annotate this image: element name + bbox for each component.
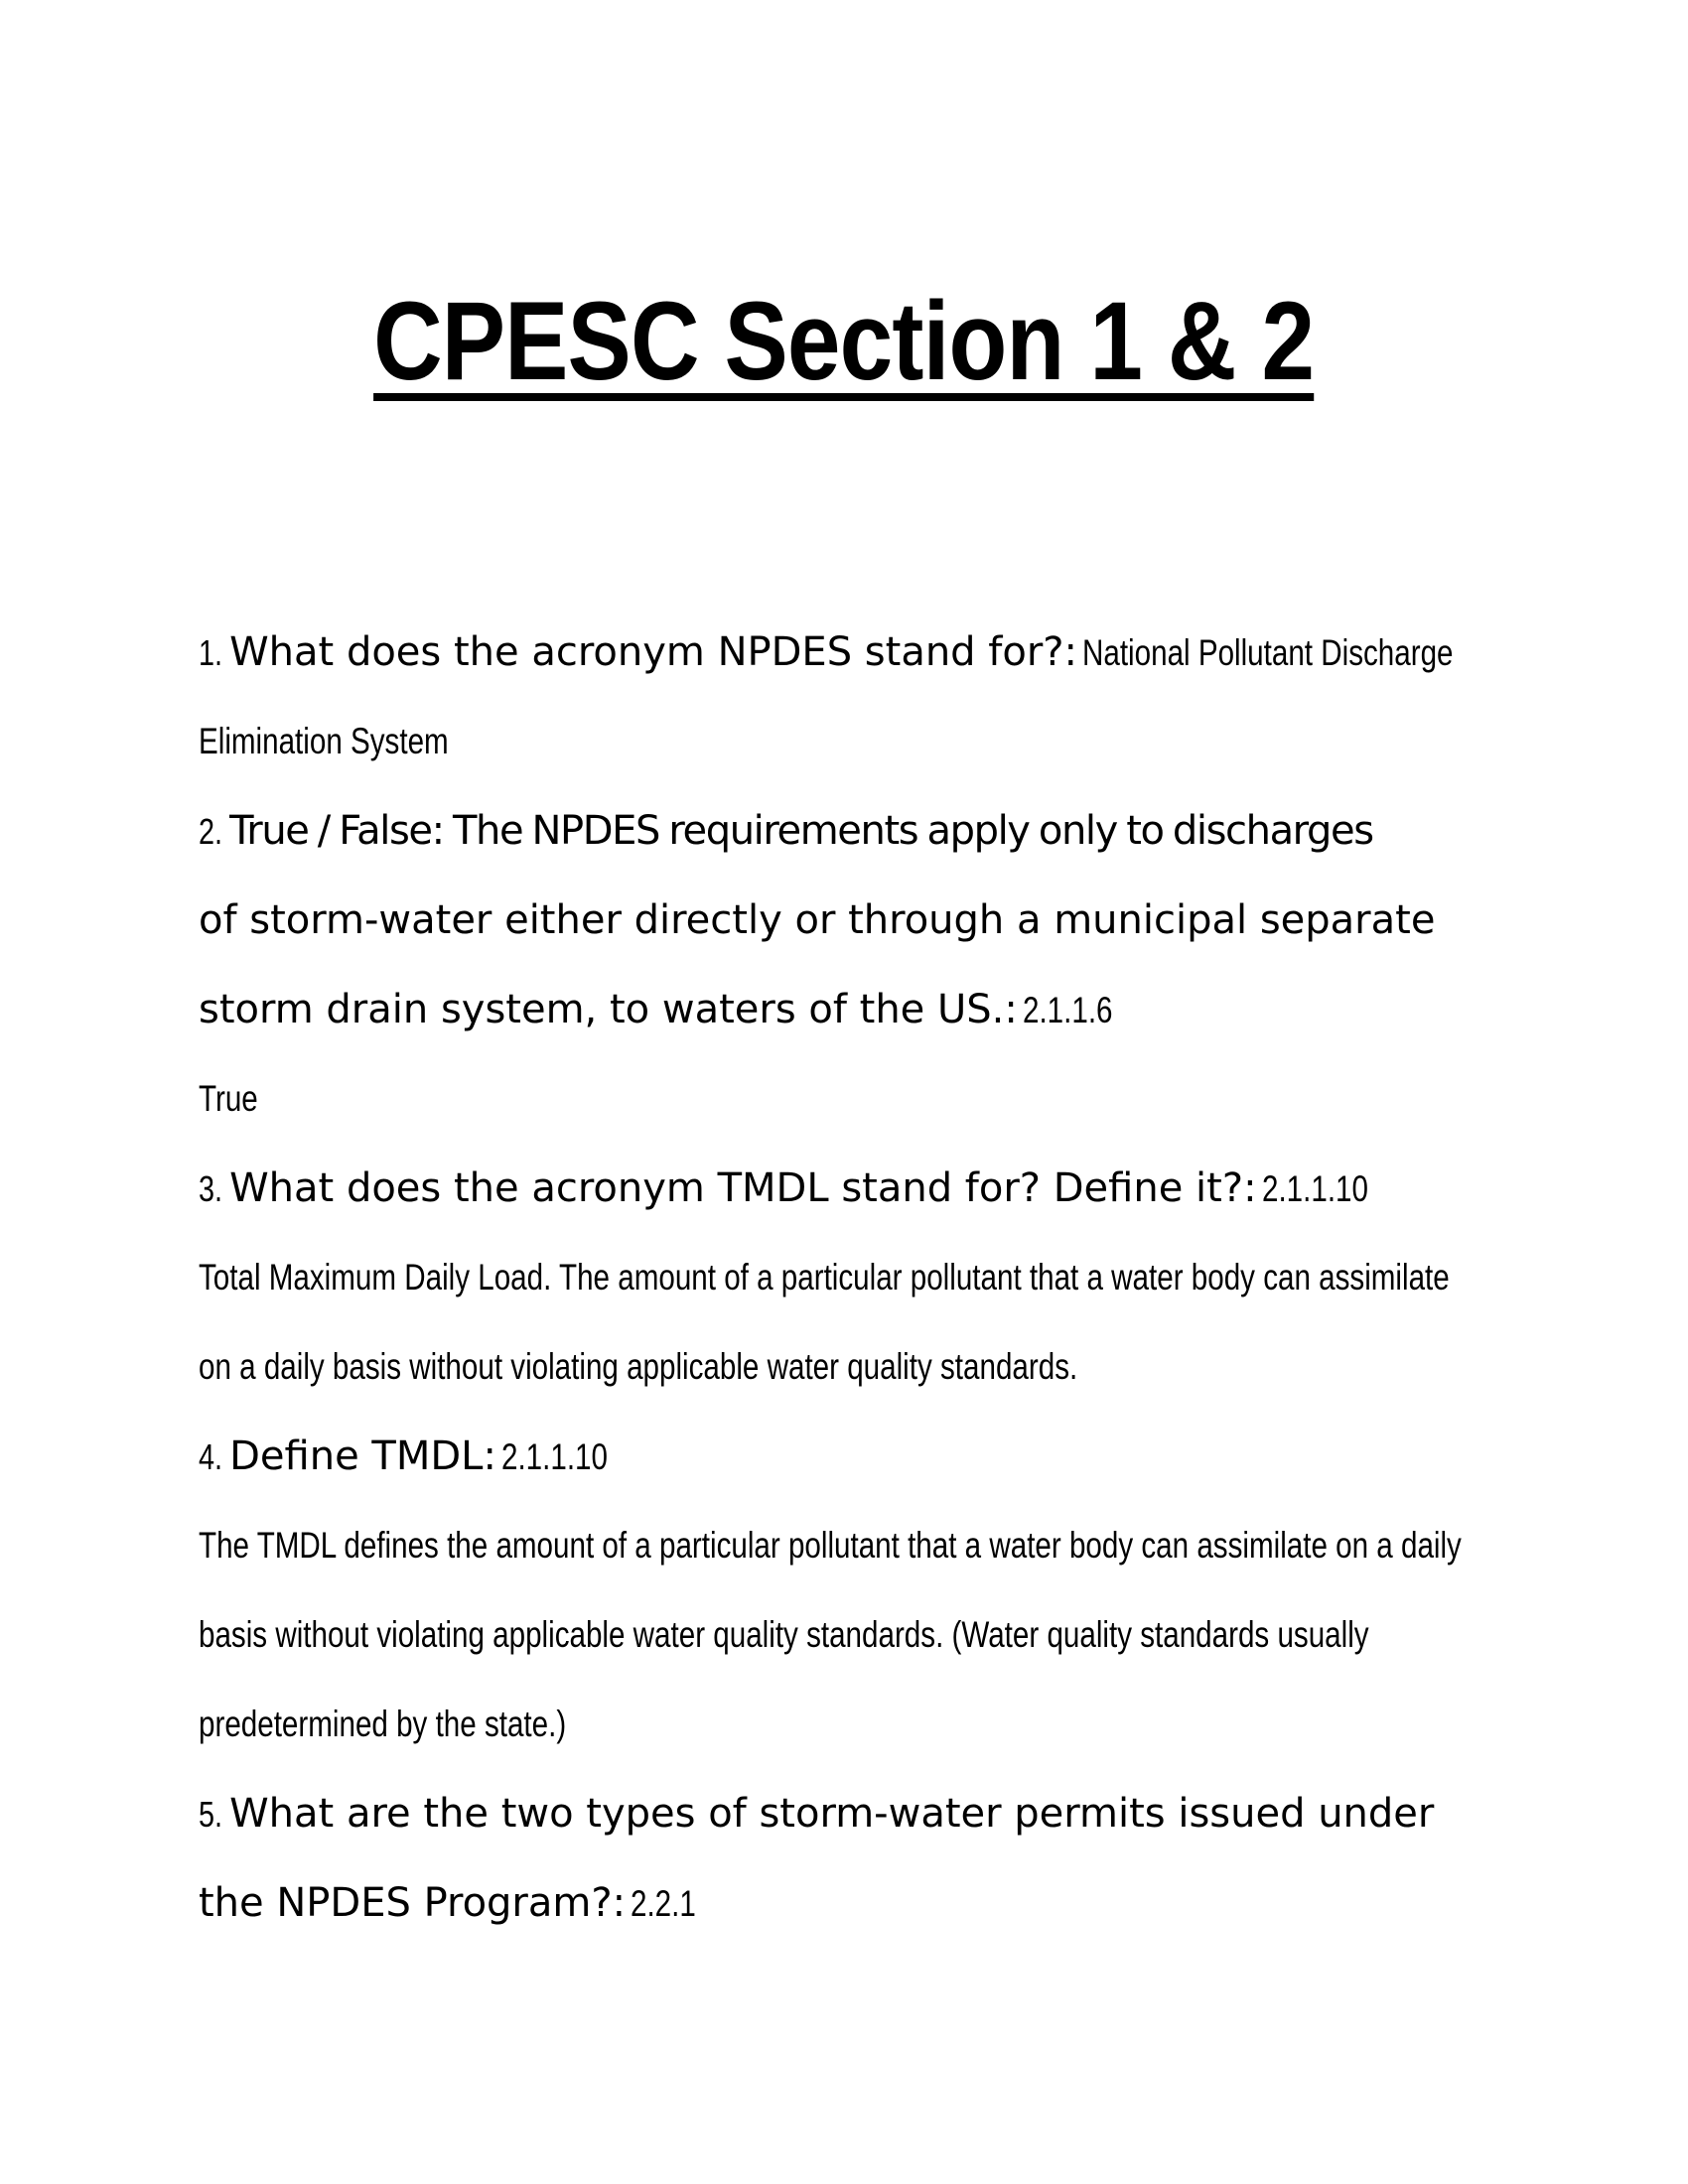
answer-text: The TMDL defines the amount of a particular pollutant that a water body can assimilate on a daily [199,1525,1462,1566]
qa-item-3 [199,1144,1489,1412]
qa-4-line-2 [199,1501,1489,1590]
section-reference: 2.1.1.10 [1261,1168,1368,1209]
qa-2-line-3 [199,965,1489,1054]
qa-item-5 [199,1769,1489,1948]
question-number: 4. [199,1436,223,1477]
question-text: What are the two types of storm-water permits issued under [229,1791,1435,1837]
question-text: What does the acronym TMDL stand for? Define it?: [229,1165,1257,1211]
qa-3-line-3 [199,1322,1489,1412]
qa-list [199,608,1489,1948]
qa-2-line-4 [199,1054,1489,1144]
qa-4-line-4 [199,1680,1489,1769]
title-wrap [0,279,1688,403]
answer-text: National Pollutant Discharge [1082,632,1454,673]
answer-text: on a daily basis without violating applicable water quality standards. [199,1346,1078,1387]
question-text: storm drain system, to waters of the US.: [199,987,1018,1032]
qa-item-1 [199,608,1489,786]
qa-item-4 [199,1412,1489,1769]
question-text: True / False: The NPDES requirements apply only to discharges [229,808,1373,854]
question-text: the NPDES Program?: [199,1880,627,1926]
answer-text: Elimination System [199,721,449,761]
question-number: 2. [199,811,223,852]
qa-4-line-3 [199,1590,1489,1680]
answer-text: predetermined by the state.) [199,1704,567,1744]
qa-2-line-1 [199,786,1489,876]
question-number: 5. [199,1794,223,1835]
qa-item-2 [199,786,1489,1144]
answer-text: Total Maximum Daily Load. The amount of a particular pollutant that a water body can assimilate [199,1257,1450,1297]
question-text: of storm-water either directly or through a municipal separate [199,897,1436,943]
question-number: 1. [199,632,223,673]
section-reference: 2.1.1.6 [1022,990,1113,1030]
page-title: CPESC Section 1 & 2 [373,279,1315,403]
qa-2-line-2 [199,876,1489,965]
qa-4-line-1 [199,1412,1489,1501]
question-number: 3. [199,1168,223,1209]
qa-5-line-2 [199,1858,1489,1948]
qa-1-line-1 [199,608,1489,697]
section-reference: 2.1.1.10 [501,1436,609,1477]
qa-3-line-2 [199,1233,1489,1322]
question-text: What does the acronym NPDES stand for?: [229,629,1077,675]
answer-text: basis without violating applicable water quality standards. (Water quality standards usually [199,1614,1369,1655]
qa-5-line-1 [199,1769,1489,1858]
question-text: Define TMDL: [229,1433,496,1479]
qa-1-line-2 [199,697,1489,786]
section-reference: 2.2.1 [631,1883,696,1924]
answer-text: True [199,1078,258,1119]
qa-3-line-1 [199,1144,1489,1233]
